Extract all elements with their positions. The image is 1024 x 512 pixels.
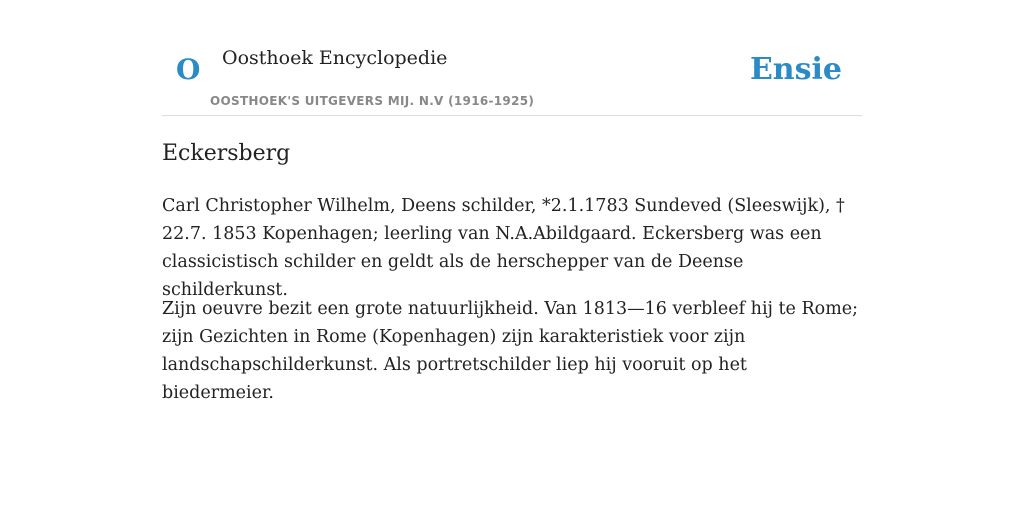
encyclopedia-header xyxy=(162,0,862,116)
ensie-brand-link[interactable]: Ensie xyxy=(749,52,842,87)
page-container xyxy=(162,0,862,403)
publisher-subtitle: OOSTHOEK'S UITGEVERS MIJ. N.V (1916-1925) xyxy=(210,94,535,108)
encyclopedia-logo-icon[interactable]: O xyxy=(176,53,201,86)
entry-paragraph-2: Zijn oeuvre bezit een grote natuurlijkheid. Van 1813—16 verbleef hij te Rome; zijn Gezichten in Rome (Kopenhagen) zijn karakteristiek voor zijn landschapschilderkunst. Als portretschilder liep hij vooruit op het biedermeier. xyxy=(162,299,859,403)
entry-title: Eckersberg xyxy=(162,141,291,166)
entry-paragraph-1: Carl Christopher Wilhelm, Deens schilder, *2.1.1783 Sundeved (Sleeswijk), † 22.7. 1853 Kopenhagen; leerling van N.A.Abildgaard. Eckersberg was een classicistisch schilder en geldt als de herschepper van de Deense schilderkunst. xyxy=(162,196,845,300)
encyclopedia-title-link[interactable]: Oosthoek Encyclopedie xyxy=(222,47,448,69)
